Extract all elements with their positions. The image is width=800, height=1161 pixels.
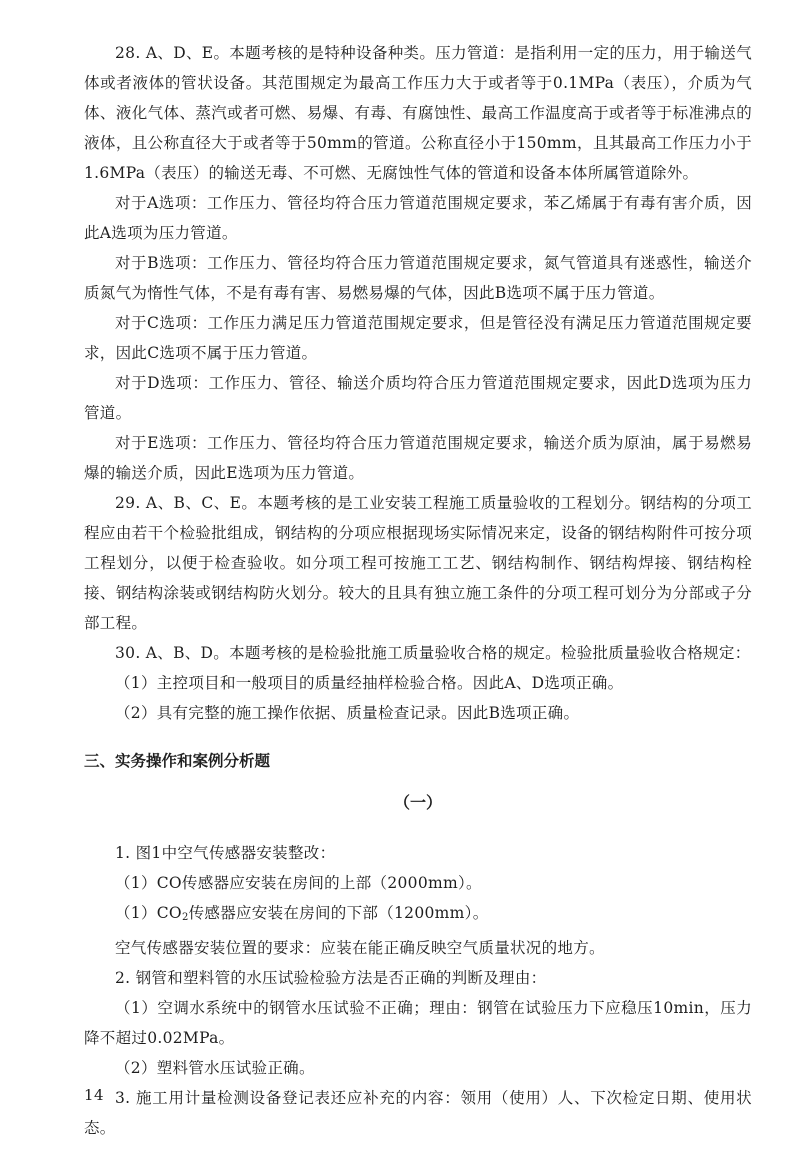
case-answer-3: 3. 施工用计量检测设备登记表还应补充的内容：领用（使用）人、下次检定日期、使用状态。 [84,1089,752,1137]
case-answer-1-note: 空气传感器安装位置的要求：应装在能正确反映空气质量状况的地方。 [115,939,605,957]
case-answer-1-item-1: （1）CO传感器应安装在房间的上部（2000mm）。 [115,874,482,892]
co2-text: 传感器应安装在房间的下部（1200mm）。 [188,904,489,922]
answer-30-item-1: （1）主控项目和一般项目的质量经抽样检验合格。因此A、D选项正确。 [115,674,624,692]
case-answer-1: 1. 图1中空气传感器安装整改： [115,844,336,862]
co2-subscript: 2 [181,912,189,923]
subsection-title: （一） [393,793,442,812]
case-answer-2: 2. 钢管和塑料管的水压试验检验方法是否正确的判断及理由： [115,969,547,987]
answer-30-item-2: （2）具有完整的施工操作依据、质量检查记录。因此B选项正确。 [115,704,580,722]
answer-28-option-a: 对于A选项：工作压力、管径均符合压力管道范围规定要求，苯乙烯属于有毒有害介质，因此A选项为压力管道。 [84,194,752,242]
answer-28: 28. A、D、E。本题考核的是特种设备种类。压力管道：是指利用一定的压力，用于输送气体或者液体的管状设备。其范围规定为最高工作压力大于或者等于0.1MPa（表压），介质为气体、液化气体、蒸汽或者可燃、易爆、有毒、有腐蚀性、最高工作温度高于或者等于标准沸点的液体，且公称直径大于或者等于50mm的管道。公称直径小于150mm，且其最高工作压力小于1.6MPa（表压）的输送无毒、不可燃、无腐蚀性气体的管道和设备本体所属管道除外。 [84,44,752,182]
case-answer-2-item-1: （1）空调水系统中的钢管水压试验不正确；理由：钢管在试验压力下应稳压10min，压力降不超过0.02MPa。 [84,999,752,1047]
page-number: 14 [84,1086,105,1104]
case-answer-2-item-2: （2）塑料管水压试验正确。 [115,1059,315,1077]
answer-28-option-c: 对于C选项：工作压力满足压力管道范围规定要求，但是管径没有满足压力管道范围规定要求，因此C选项不属于压力管道。 [84,314,752,362]
case-answer-1-item-2 [84,898,752,933]
co2-prefix: （1）CO [115,904,182,922]
answer-28-option-b: 对于B选项：工作压力、管径均符合压力管道范围规定要求，氮气管道具有迷惑性，输送介质氮气为惰性气体，不是有毒有害、易燃易爆的气体，因此B选项不属于压力管道。 [84,254,752,302]
answer-29: 29. A、B、C、E。本题考核的是工业安装工程施工质量验收的工程划分。钢结构的分项工程应由若干个检验批组成，钢结构的分项应根据现场实际情况来定，设备的钢结构附件可按分项工程划分，以便于检查验收。如分项工程可按施工工艺、钢结构制作、钢结构焊接、钢结构栓接、钢结构涂装或钢结构防火划分。较大的且具有独立施工条件的分项工程可划分为分部或子分部工程。 [84,494,752,632]
page-content [84,38,752,1143]
section-title: 三、实务操作和案例分析题 [84,752,271,770]
answer-28-option-d: 对于D选项：工作压力、管径、输送介质均符合压力管道范围规定要求，因此D选项为压力管道。 [84,374,752,422]
answer-30: 30. A、B、D。本题考核的是检验批施工质量验收合格的规定。检验批质量验收合格规定： [115,644,751,662]
answer-28-option-e: 对于E选项：工作压力、管径均符合压力管道范围规定要求，输送介质为原油，属于易燃易爆的输送介质，因此E选项为压力管道。 [84,434,752,482]
